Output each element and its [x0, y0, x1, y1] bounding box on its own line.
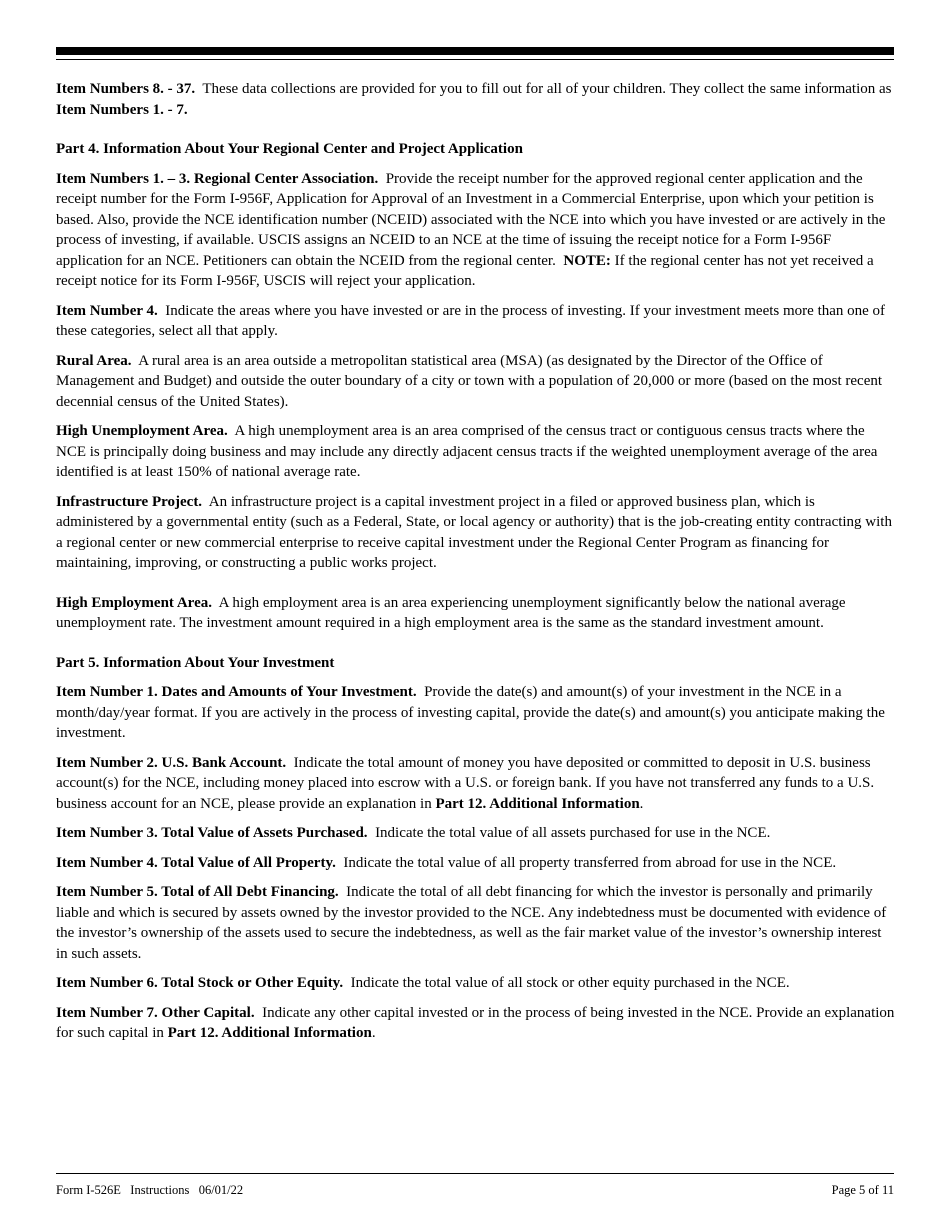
part4-item-4: [56, 301, 896, 342]
part4-p3-text: A rural area is an area outside a metropolitan statistical area (MSA) (as designated by the Director of the Office of Management and Budget) and outside the outer boundary of a city or town with a population of 20,000 or more (based on the most recent decennial census of the United States).: [56, 352, 883, 410]
part5-item-5: [56, 882, 896, 964]
part4-p2-lead: Item Number 4.: [56, 302, 158, 319]
part5-p5-lead: Item Number 5. Total of All Debt Financing.: [56, 884, 339, 900]
part5-item-6: [56, 973, 896, 994]
part5-p6-text: Indicate the total value of all stock or other equity purchased in the NCE.: [350, 975, 790, 991]
footer-form-info: Form I-526E Instructions 06/01/22: [56, 1183, 244, 1197]
part5-p1-lead: Item Number 1. Dates and Amounts of Your Investment.: [56, 684, 417, 700]
part4-p1-lead: Item Numbers 1. – 3. Regional Center Association.: [56, 170, 379, 187]
part5-p2-text: Indicate the total amount of money you have deposited or committed to deposit in U.S. business account(s) for the NCE, including money placed into escrow with a U.S. or foreign bank. If you have not transferred any funds to a U.S. business account for an NCE, please provide an explanation in: [56, 754, 875, 812]
part5-p2-end: .: [639, 795, 644, 812]
footer-page-number: Page 5 of 11: [831, 1183, 894, 1197]
part5-p3-text: Indicate the total value of all assets purchased for use in the NCE.: [375, 825, 771, 841]
intro-text: These data collections are provided for you to fill out for all of your children. They collect the same information as: [202, 81, 892, 97]
part5-item-3: [56, 823, 896, 844]
part4-high-employment: [56, 593, 896, 634]
part4-p6-lead: High Employment Area.: [56, 594, 212, 611]
intro-paragraph: [56, 79, 896, 120]
part5-p7-lead: Item Number 7. Other Capital.: [56, 1004, 255, 1021]
part4-p4-lead: High Unemployment Area.: [56, 423, 228, 439]
part5-heading: Part 5. Information About Your Investment: [56, 654, 335, 671]
part4-infrastructure: [56, 492, 896, 574]
part5-item-2: [56, 753, 896, 815]
part4-p1-note-label: NOTE:: [563, 252, 611, 269]
part5-p4-lead: Item Number 4. Total Value of All Property.: [56, 854, 336, 871]
part4-p4-text: A high unemployment area is an area comprised of the census tract or contiguous census tracts where the NCE is principally doing business and may include any directly adjacent census tracts if the weighted unemployment average of the area identified is at least 150% of national average rate.: [56, 423, 878, 480]
part5-p2-ref: Part 12. Additional Information: [435, 795, 640, 812]
part4-p3-lead: Rural Area.: [56, 352, 132, 369]
part4-high-unemployment: [56, 421, 896, 483]
part4-p1-text: Provide the receipt number for the approved regional center application and the receipt number for the Form I-956F, Application for Approval of an Investment in a Commercial Enterprise, upon which your petition is based. Also, provide the NCE identification number (NCEID) associated with the NCE into which you have invested or are actively in the process of investing, if available. USCIS assigns an NCEID to an NCE at the time of issuing the receipt notice for a Form I-956F application for an NCE. Petitioners can obtain the NCEID from the regional center.: [56, 170, 886, 269]
part5-item-7: [56, 1003, 896, 1044]
part4-p5-lead: Infrastructure Project.: [56, 493, 203, 510]
part4-p5-text: An infrastructure project is a capital investment project in a filed or approved business plan, which is administered by a governmental entity (such as a Federal, State, or local agency or authority) that is the job-creating entity contracting with a regional center or new commercial enterprise to receive capital investment under the Regional Center Program as financing for maintaining, improving, or constructing a public works project.: [56, 493, 892, 571]
part5-p2-lead: Item Number 2. U.S. Bank Account.: [56, 754, 287, 771]
part4-heading: Part 4. Information About Your Regional Center and Project Application: [56, 141, 523, 157]
part4-p1-note-text: If the regional center has not yet received a receipt notice for its Form I-956F, USCIS will reject your application.: [56, 252, 874, 289]
part5-item-4: [56, 853, 896, 874]
intro-lead: Item Numbers 8. - 37.: [56, 81, 196, 97]
part5-p7-end: .: [371, 1025, 376, 1041]
part5-p5-text: Indicate the total of all debt financing for which the investor is personally and primarily liable and which is secured by assets owned by the investor provided to the NCE. Any indebtedness must be documented with evidence of the investor’s ownership of the assets used to secure the indebtedness, as well as the fair market value of the investor’s ownership interest in such assets.: [56, 884, 887, 962]
footer-rule: [56, 1173, 894, 1174]
part4-p6-text: A high employment area is an area experiencing unemployment significantly below the national average unemployment rate. The investment amount required in a high employment area is the same as the standard investment amount.: [56, 594, 846, 631]
part4-p2-text: Indicate the areas where you have invested or are in the process of investing. If your investment meets more than one of these categories, select all that apply.: [56, 302, 886, 339]
header-rule-thin: [56, 59, 894, 60]
part5-p3-lead: Item Number 3. Total Value of Assets Purchased.: [56, 825, 368, 841]
part4-rural-area: [56, 351, 896, 413]
page-content: [56, 79, 896, 1053]
part5-p7-text: Indicate any other capital invested or in the process of being invested in the NCE. Provide an explanation for such capital in: [56, 1004, 895, 1041]
part5-item-1: [56, 682, 896, 744]
intro-ref: Item Numbers 1. - 7.: [56, 101, 188, 118]
part5-p1-text: Provide the date(s) and amount(s) of your investment in the NCE in a month/day/year format. If you are actively in the process of investing capital, provide the date(s) and amount(s) you anticipate making the investment.: [56, 684, 885, 741]
part4-item-1-3: [56, 169, 896, 292]
header-rule-thick: [56, 47, 894, 55]
part5-p6-lead: Item Number 6. Total Stock or Other Equity.: [56, 975, 344, 991]
part5-p7-ref: Part 12. Additional Information: [167, 1025, 372, 1041]
part5-p4-text: Indicate the total value of all property transferred from abroad for use in the NCE.: [343, 854, 837, 871]
